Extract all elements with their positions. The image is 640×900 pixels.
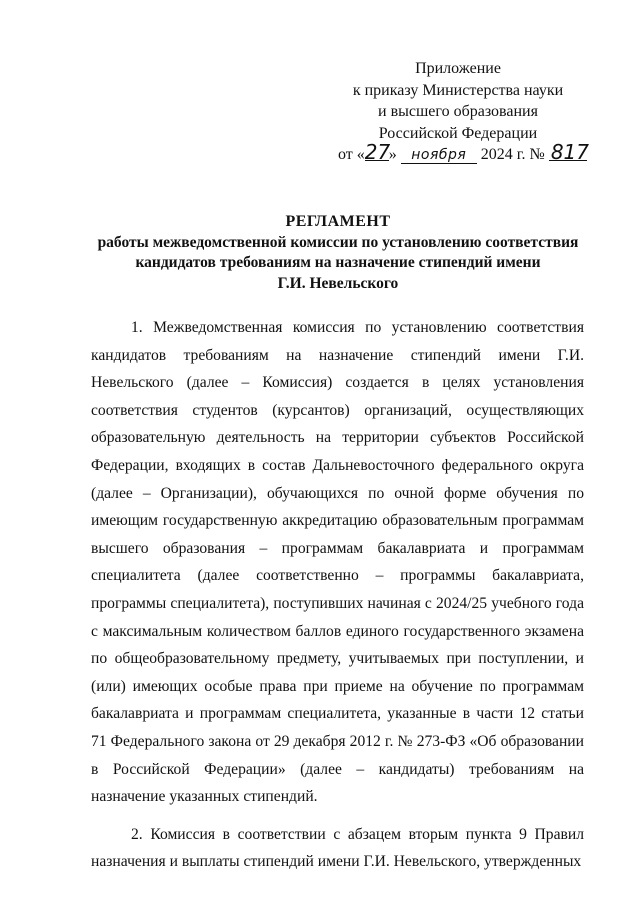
document-body xyxy=(91,314,584,886)
handwritten-order-number: 817 xyxy=(550,140,589,164)
title-heading: РЕГЛАМЕНТ xyxy=(285,213,391,230)
title-line-3: Г.И. Невельского xyxy=(277,274,399,292)
document-title xyxy=(88,212,588,294)
title-line-1: работы межведомственной комиссии по установлению соответствия xyxy=(97,233,579,251)
paragraph-2: 2. Комиссия в соответствии с абзацем вторым пункта 9 Правил назначения и выплаты стипендий имени Г.И. Невельского, утвержденных xyxy=(91,825,584,871)
appendix-label: Приложение xyxy=(415,60,501,77)
appendix-block xyxy=(338,58,589,166)
order-date-line xyxy=(338,140,589,166)
date-close-quote: » xyxy=(388,146,397,163)
paragraph-1: 1. Межведомственная комиссия по установлению соответствия кандидатов требованиям на назначение стипендий имени Г.И. Невельского (далее – Комиссия) создается в целях установления соответствия студентов (курсантов) организаций, осуществляющих образовательную деятельность на территории субъектов Российской Федерации, входящих в состав Дальневосточного федерального округа (далее – Организации), обучающихся по очной форме обучения по имеющим государственную аккредитацию образовательным программам высшего образования – программам бакалавриата и программам специалитета (далее соответственно – программы бакалавриата, программы специалитета), поступивших начиная с 2024/25 учебного года с максимальным количеством баллов единого государственного экзамена по общеобразовательному предмету, учитываемых при поступлении, и (или) имеющих особые права при приеме на обучение по программам бакалавриата и программам специалитета, указанные в части 12 статьи 71 Федерального закона от 29 декабря 2012 г. № 273-ФЗ «Об образовании в Российской Федерации» (далее – кандидаты) требованиям на назначение указанных стипендий. xyxy=(91,319,584,806)
handwritten-day: 27 xyxy=(364,140,391,164)
appendix-order-line: к приказу Министерства науки xyxy=(352,81,564,99)
handwritten-month: ноября xyxy=(401,147,477,164)
date-prefix: от « xyxy=(338,146,365,163)
title-line-2: кандидатов требованиям на назначение стипендий имени xyxy=(135,254,541,271)
appendix-ministry-line: и высшего образования xyxy=(378,103,538,120)
year-and-number-label: 2024 г. № xyxy=(480,146,545,163)
appendix-country-line: Российской Федерации xyxy=(378,124,538,142)
